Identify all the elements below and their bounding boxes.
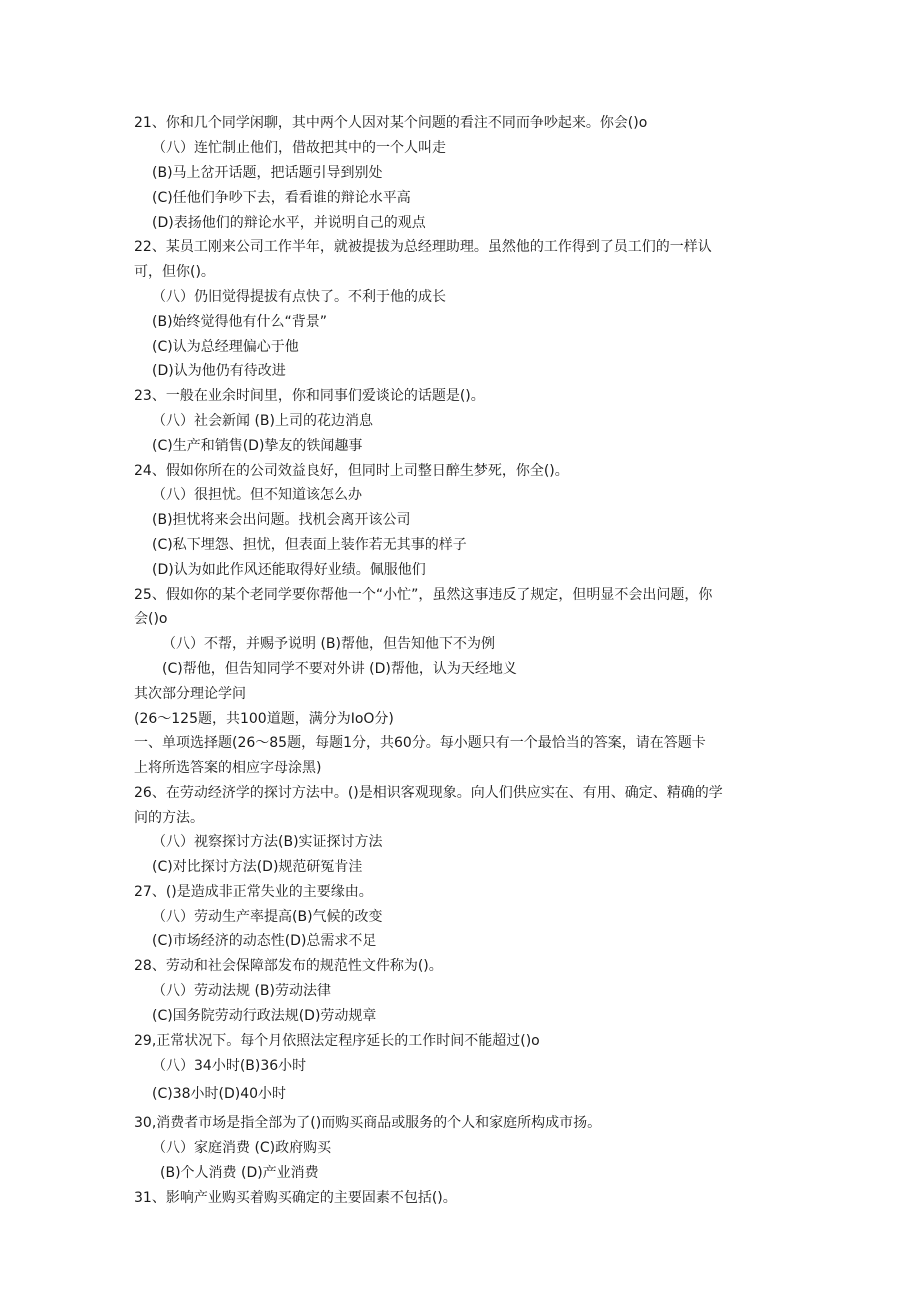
q22-option-a: （八）仍旧觉得提拔有点快了。不利于他的成长 [152,289,446,305]
q22-option-d: (D)认为他仍有待改进 [152,363,286,379]
question-21: 21、你和几个同学闲聊，其中两个人因对某个问题的看注不同而争吵起来。你会()o [134,115,648,131]
question-28: 28、劳动和社会保障部发布的规范性文件称为()。 [134,958,443,974]
q22-option-c: (C)认为总经理偏心于他 [152,339,299,355]
q27-options-cd: (C)市场经济的动态性(D)总需求不足 [152,933,377,949]
question-23: 23、一般在业余时间里，你和同事们爱谈论的话题是()。 [134,388,485,404]
question-26: 26、在劳动经济学的探讨方法中。()是相识客观现象。向人们供应实在、有用、确定、精确的学 [134,785,723,801]
question-25: 25、假如你的某个老同学要你帮他一个“小忙”，虽然这事违反了规定，但明显不会出问题，你 [134,587,713,603]
q26-options-cd: (C)对比探讨方法(D)规范研冤肯洼 [152,859,363,875]
q21-option-d: (D)表扬他们的辩论水平，并说明自己的观点 [152,215,426,231]
q22-option-b: (B)始终觉得他有什么“背景” [152,314,328,330]
q21-option-b: (B)马上岔开话题，把话题引导到别处 [152,165,383,181]
q27-options-ab: （八）劳动生产率提高(B)气候的改变 [152,909,383,925]
question-25-cont: 会()o [134,611,168,627]
instructions: 一、单项选择题(26〜85题，每题1分，共60分。每小题只有一个最恰当的答案，请在答题卡 [134,735,706,751]
question-24: 24、假如你所在的公司效益良好，但同时上司整日醉生梦死，你全()。 [134,463,569,479]
q28-options-ab: （八）劳动法规 (B)劳动法律 [152,983,331,999]
section-heading: 其次部分理论学问 [134,686,246,702]
q28-options-cd: (C)国务院劳动行政法规(D)劳动规章 [152,1008,377,1024]
section-scope: (26〜125题，共100道题，满分为IoO分) [134,711,394,727]
question-26-cont: 问的方法。 [134,810,204,826]
q25-options-cd: (C)帮他，但告知同学不要对外讲 (D)帮他，认为天经地义 [162,661,517,677]
q30-options-ac: （八）家庭消费 (C)政府购买 [152,1140,332,1156]
question-31: 31、影响产业购买着购买确定的主要固素不包括()。 [134,1190,457,1206]
q24-option-c: (C)私下埋怨、担忧，但表面上装作若无其事的样子 [152,537,467,553]
q29-options-ab: （八）34小时(B)36小时 [152,1058,307,1074]
question-30: 30,消费者市场是指全部为了()而购买商品或服务的个人和家庭所构成市扬。 [134,1115,602,1131]
q29-options-cd: (C)38小时(D)40小时 [152,1086,287,1102]
q30-options-bd: (B)个人消费 (D)产业消费 [160,1165,319,1181]
q23-options-ab: （八）社会新闻 (B)上司的花边消息 [152,413,373,429]
q21-option-c: (C)任他们争吵下去，看看谁的辩论水平高 [152,190,411,206]
q24-option-b: (B)担忧将来会出问题。找机会离开该公司 [152,512,411,528]
q24-option-d: (D)认为如此作风还能取得好业绩。佩服他们 [152,562,426,578]
q25-options-ab: （八）不帮，并赐予说明 (B)帮他，但告知他下不为例 [162,636,495,652]
q26-options-ab: （八）视察探讨方法(B)实证探讨方法 [152,834,383,850]
question-22: 22、某员工刚来公司工作半年，就被提拔为总经理助理。虽然他的工作得到了员工们的一样认 [134,239,712,255]
q23-options-cd: (C)生产和销售(D)挚友的铁闻趣事 [152,438,363,454]
instructions-cont: 上将所选答案的相应字母涂黑) [134,760,322,776]
question-22-cont: 可，但你()。 [134,264,215,280]
question-29: 29,正常状况下。每个月依照法定程序延长的工作时间不能超过()o [134,1033,540,1049]
question-27: 27、()是造成非正常失业的主要缘由。 [134,884,373,900]
q24-option-a: （八）很担忧。但不知道该怎么办 [152,487,362,503]
q21-option-a: （八）连忙制止他们，借故把其中的一个人叫走 [152,140,446,156]
